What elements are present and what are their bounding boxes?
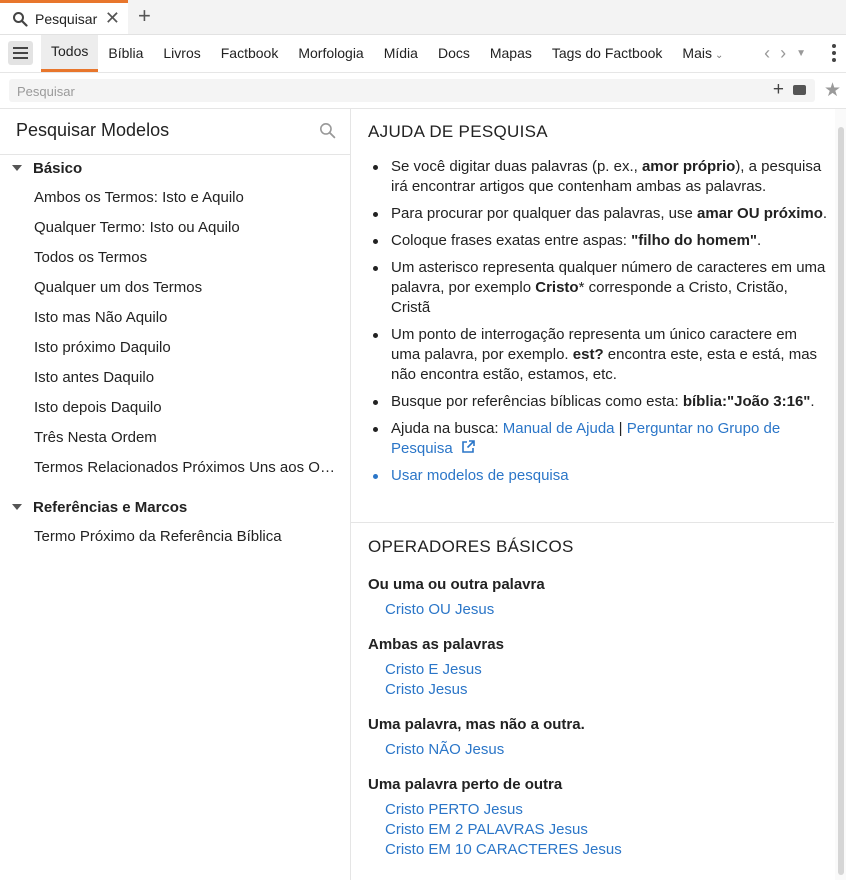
nav-tab[interactable]: Mapas bbox=[489, 45, 532, 61]
group-referencias bbox=[0, 492, 350, 552]
scrollbar-thumb[interactable] bbox=[838, 127, 844, 875]
help-item: Um ponto de interrogação representa um único caractere em uma palavra, por exemplo. est? encontra este, esta e está, mas não encontra estão, estamos, etc. bbox=[368, 325, 830, 385]
nav-tab[interactable]: Docs bbox=[437, 45, 470, 61]
nav-tab[interactable]: Morfologia bbox=[298, 45, 364, 61]
operator-example-link[interactable]: Cristo E Jesus bbox=[385, 661, 482, 678]
operator-title: Uma palavra, mas não a outra. bbox=[368, 716, 585, 733]
template-item[interactable]: Qualquer um dos Termos bbox=[34, 279, 203, 296]
add-term-icon[interactable]: + bbox=[772, 79, 784, 100]
operator-example-link[interactable]: Cristo OU Jesus bbox=[385, 601, 495, 618]
template-item[interactable]: Ambos os Termos: Isto e Aquilo bbox=[34, 189, 244, 206]
nav-tab[interactable]: Todos bbox=[41, 35, 98, 72]
nav-tab[interactable]: Bíblia bbox=[108, 45, 144, 61]
group-basico bbox=[0, 153, 350, 483]
hamburger-icon bbox=[13, 47, 28, 59]
help-item: Um asterisco representa qualquer número de caracteres em uma palavra, por exemplo Cristo* corresponde a Cristo, Cristão, Cristã bbox=[368, 258, 830, 318]
operator-example-link[interactable]: Cristo EM 10 CARACTERES Jesus bbox=[385, 841, 622, 858]
external-link-icon bbox=[461, 440, 475, 454]
template-item[interactable]: Isto mas Não Aquilo bbox=[34, 309, 168, 326]
operators-heading: OPERADORES BÁSICOS bbox=[368, 537, 574, 556]
nav-tab[interactable]: Livros bbox=[163, 45, 201, 61]
use-templates-link[interactable]: Usar modelos de pesquisa bbox=[391, 467, 569, 484]
close-tab-icon[interactable]: ✕ bbox=[104, 8, 120, 28]
tab-pesquisar[interactable] bbox=[0, 0, 128, 34]
help-item: Busque por referências bíblicas como esta: bíblia:"João 3:16". bbox=[368, 392, 830, 412]
operator-title: Ou uma ou outra palavra bbox=[368, 576, 545, 593]
collapse-triangle-icon bbox=[12, 165, 22, 171]
template-item[interactable]: Isto antes Daquilo bbox=[34, 369, 155, 386]
operator-example-link[interactable]: Cristo EM 2 PALAVRAS Jesus bbox=[385, 821, 588, 838]
operator-title: Ambas as palavras bbox=[368, 636, 504, 653]
help-item: Se você digitar duas palavras (p. ex., amor próprio), a pesquisa irá encontrar artigos que contenham ambas as palavras. bbox=[368, 157, 830, 197]
plus-icon[interactable]: + bbox=[138, 3, 151, 28]
collapse-triangle-icon bbox=[12, 504, 22, 510]
search-input[interactable] bbox=[9, 79, 719, 104]
group-header[interactable] bbox=[0, 492, 350, 522]
group-header[interactable] bbox=[0, 153, 350, 183]
template-item[interactable]: Termos Relacionados Próximos Uns aos O… bbox=[34, 459, 335, 476]
template-item[interactable]: Qualquer Termo: Isto ou Aquilo bbox=[34, 219, 240, 236]
category-nav bbox=[0, 35, 846, 73]
template-item[interactable]: Isto depois Daquilo bbox=[34, 399, 162, 416]
help-list bbox=[368, 157, 830, 493]
hamburger-menu-button[interactable] bbox=[8, 41, 33, 65]
template-item[interactable]: Termo Próximo da Referência Bíblica bbox=[34, 528, 282, 545]
templates-panel bbox=[0, 109, 351, 880]
nav-arrows bbox=[764, 35, 806, 72]
operator-section bbox=[368, 575, 545, 620]
keyboard-icon[interactable] bbox=[793, 85, 806, 95]
nav-tab[interactable]: Mídia bbox=[383, 45, 418, 61]
help-item: Para procurar por qualquer das palavras, use amar OU próximo. bbox=[368, 204, 830, 224]
nav-tab-more[interactable] bbox=[672, 35, 733, 72]
help-manual-link[interactable]: Manual de Ajuda bbox=[502, 420, 615, 437]
operator-example-link[interactable]: Cristo Jesus bbox=[385, 681, 468, 698]
favorite-star-icon[interactable]: ★ bbox=[823, 80, 841, 101]
help-item bbox=[368, 466, 830, 486]
chevron-left-icon[interactable]: ‹ bbox=[764, 43, 771, 63]
templates-title: Pesquisar Modelos bbox=[16, 120, 170, 140]
operator-example-link[interactable]: Cristo PERTO Jesus bbox=[385, 801, 523, 818]
help-panel bbox=[351, 109, 834, 880]
operator-section bbox=[368, 775, 622, 860]
template-item[interactable]: Três Nesta Ordem bbox=[34, 429, 157, 446]
search-box bbox=[9, 79, 815, 102]
operator-section bbox=[368, 635, 504, 700]
dropdown-caret-icon[interactable]: ▼ bbox=[796, 48, 806, 59]
operator-section bbox=[368, 715, 585, 760]
nav-tab[interactable]: Tags do Factbook bbox=[551, 45, 663, 61]
ask-group-link[interactable]: Perguntar no Grupo de Pesquisa bbox=[391, 420, 781, 457]
group-label: Referências e Marcos bbox=[33, 498, 188, 516]
nav-tab[interactable]: Factbook bbox=[220, 45, 279, 61]
tab-label: Pesquisar bbox=[35, 10, 98, 27]
group-label: Básico bbox=[33, 159, 83, 177]
help-item: Ajuda na busca: Manual de Ajuda | Perguntar no Grupo de Pesquisa bbox=[368, 419, 830, 459]
help-heading: AJUDA DE PESQUISA bbox=[368, 122, 548, 141]
search-templates-icon[interactable] bbox=[319, 122, 336, 139]
tab-bar bbox=[0, 0, 846, 35]
chevron-down-icon: ⌄ bbox=[714, 50, 724, 61]
divider bbox=[351, 522, 834, 523]
more-options-icon[interactable] bbox=[832, 44, 838, 65]
template-item[interactable]: Isto próximo Daquilo bbox=[34, 339, 171, 356]
template-item[interactable]: Todos os Termos bbox=[34, 249, 148, 266]
operator-example-link[interactable]: Cristo NÃO Jesus bbox=[385, 741, 505, 758]
main-content bbox=[0, 108, 846, 880]
chevron-right-icon[interactable]: › bbox=[780, 43, 787, 63]
operator-title: Uma palavra perto de outra bbox=[368, 776, 563, 793]
nav-tabs bbox=[41, 35, 733, 72]
nav-tab-label: Mais bbox=[682, 45, 712, 61]
help-item: Coloque frases exatas entre aspas: "filho do homem". bbox=[368, 231, 830, 251]
search-icon bbox=[12, 11, 28, 27]
search-row bbox=[0, 73, 846, 109]
